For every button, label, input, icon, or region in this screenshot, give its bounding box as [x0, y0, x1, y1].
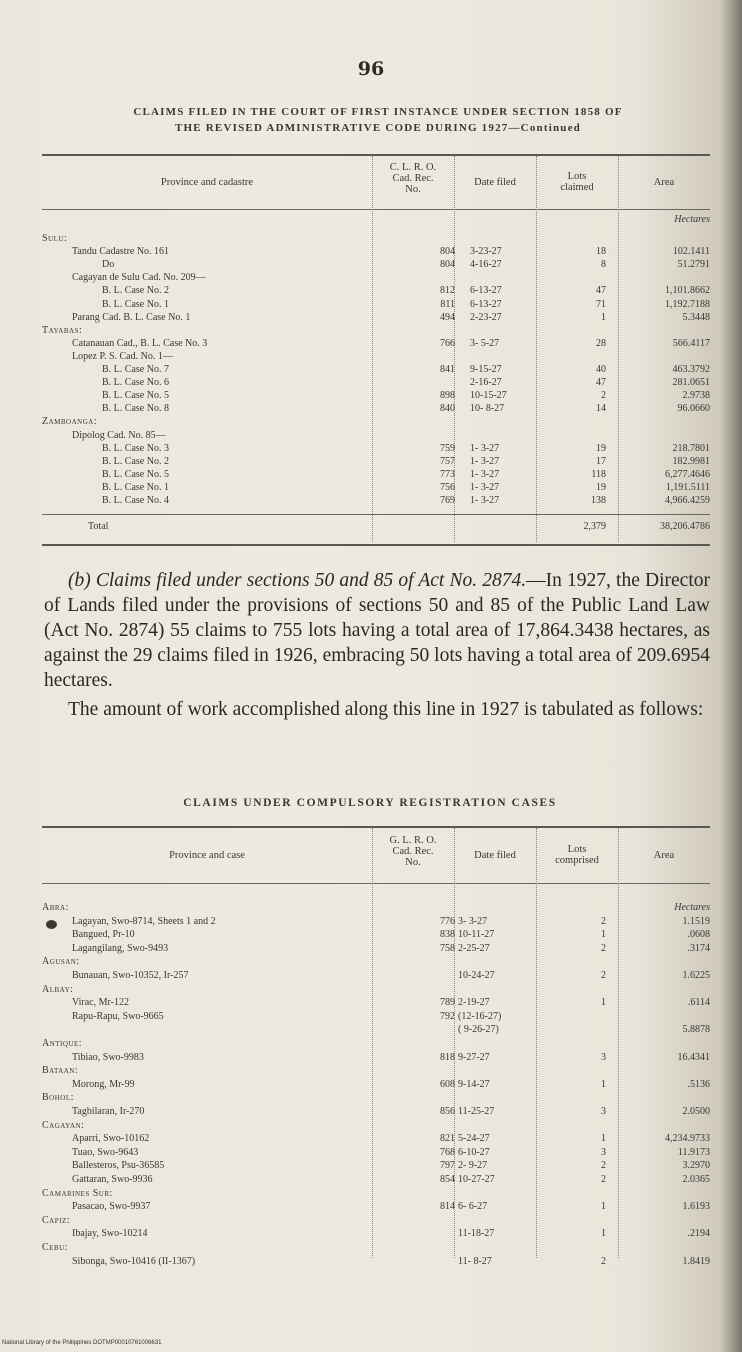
table1-row-lots: 19 — [596, 442, 606, 454]
table2-table-row — [42, 970, 710, 981]
table1-row-glro: 898 — [440, 390, 455, 402]
table2-header-glro: G. L. R. O. Cad. Rec. No. — [389, 835, 437, 868]
table2-row-area: 11.9173 — [677, 1146, 710, 1158]
table1-row-lots: 28 — [596, 337, 606, 349]
table1-row-name: B. L. Case No. 2 — [102, 455, 169, 467]
table2-row-area: .3174 — [687, 942, 710, 954]
table2-row-glro: 792 — [440, 1010, 455, 1022]
table1-row-name: Tandu Cadastre No. 161 — [72, 246, 170, 258]
table1-row-lots: 1 — [601, 311, 606, 323]
table1-units-row: Hectares — [674, 214, 710, 225]
table2-row-glro: 818 — [440, 1051, 455, 1063]
page-number: 96 — [357, 58, 385, 80]
table1-row-glro: 766 — [440, 337, 455, 349]
table1-row-name: Parang Cad. B. L. Case No. 1 — [72, 311, 191, 323]
table2-table-row — [42, 929, 710, 940]
table2-row-glro: 758 — [440, 942, 455, 954]
table2-row-area: .6114 — [687, 997, 710, 1009]
table2-row-area: 2.0365 — [682, 1174, 710, 1185]
table1-table-row — [42, 390, 710, 401]
table1-row-name: B. L. Case No. 5 — [102, 390, 169, 402]
table2-row-name: Antique: — [42, 1038, 83, 1049]
table1-bottom-rule — [42, 544, 710, 546]
table1-row-name: Tayabas: — [42, 324, 83, 336]
table1-table-row — [42, 312, 710, 323]
table1-row-area: 1,191.5111 — [665, 481, 710, 493]
table2-row-glro: 608 — [440, 1078, 455, 1090]
table2-row-glro: 838 — [440, 929, 455, 941]
table1-row-lots: 40 — [596, 364, 606, 375]
table2-row-glro: 821 — [440, 1133, 455, 1145]
table1-row-date: 2-16-27 — [470, 377, 502, 389]
table1-row-name: B. L. Case No. 7 — [102, 364, 169, 375]
table2-section-row — [42, 1242, 710, 1253]
table1-row-area: 182.9981 — [672, 455, 710, 467]
table2-row-name: Bohol: — [42, 1092, 74, 1104]
table2-row-date: 10-11-27 — [458, 929, 495, 941]
table2-row-name: Capiz: — [42, 1214, 71, 1226]
table1-row-area: 463.3792 — [672, 364, 710, 375]
table1-table-row — [42, 272, 710, 283]
table2-row-name: Morong, Mr-99 — [72, 1078, 135, 1090]
table2-row-area: 5.8878 — [682, 1024, 710, 1036]
table1-table-row — [42, 351, 710, 362]
table1-row-name: B. L. Case No. 4 — [102, 495, 169, 506]
table2-row-lots: 1 — [601, 929, 606, 941]
table2-units-row: Hectares — [674, 902, 710, 913]
table2-section-row — [42, 902, 710, 913]
table2-table-row — [42, 1133, 710, 1144]
table1-header-rule — [42, 209, 710, 210]
table1-caption-line1: CLAIMS FILED IN THE COURT OF FIRST INSTANCE UNDER SECTION 1858 OF — [133, 106, 623, 118]
table1-row-date: 6-13-27 — [470, 285, 502, 297]
table1-row-date: 3- 5-27 — [470, 337, 500, 349]
table2-row-date: 6- 6-27 — [458, 1201, 488, 1213]
table2-row-name: Tagbilaran, Ir-270 — [72, 1106, 145, 1117]
table2-row-date: 10-24-27 — [458, 970, 495, 981]
table1-row-area: 218.7801 — [672, 442, 710, 454]
table1-top-rule — [42, 154, 710, 156]
table1-row-date: 6-13-27 — [470, 298, 502, 310]
table2-row-area: 1.6193 — [682, 1201, 710, 1213]
table2-row-date: 2-19-27 — [458, 997, 490, 1009]
table2-row-name: Cebu: — [42, 1242, 68, 1253]
table1-row-lots: 8 — [601, 259, 606, 271]
table2-row-lots: 2 — [601, 942, 606, 954]
table1-row-area: 281.0651 — [672, 377, 710, 389]
table2-table-row — [42, 1079, 710, 1090]
table1-row-area: 1,192.7188 — [665, 298, 710, 310]
table2-row-date: 2-25-27 — [458, 942, 490, 954]
total-lots: 2,379 — [583, 521, 606, 532]
table1-row-lots: 138 — [591, 495, 606, 506]
table2-row-name: Bangued, Pr-10 — [72, 929, 135, 941]
table1-row-date: 9-15-27 — [470, 364, 502, 375]
table2-row-name: Sibonga, Swo-10416 (II-1367) — [72, 1255, 196, 1267]
table1-row-name: Catanauan Cad., B. L. Case No. 3 — [72, 337, 208, 349]
table1-row-date: 1- 3-27 — [470, 468, 500, 480]
table2-row-name: Rapu-Rapu, Swo-9665 — [72, 1010, 164, 1022]
table1-section-row — [42, 233, 710, 244]
table1-row-area: 102.1411 — [672, 246, 710, 258]
table2-row-name: Gattaran, Swo-9936 — [72, 1174, 153, 1185]
table2-section-row — [42, 984, 710, 995]
table2-table-row — [42, 1147, 710, 1158]
table2-row-area: .2194 — [687, 1228, 710, 1240]
table2-row-lots: 1 — [601, 1078, 606, 1090]
table1-total-rule — [42, 514, 710, 515]
table2-header-name: Province and case — [169, 850, 245, 861]
table1-row-name: Lopez P. S. Cad. No. 1— — [72, 350, 173, 362]
table1-caption — [38, 104, 718, 136]
table2-section-row — [42, 956, 710, 967]
table1-header-glro: C. L. R. O. Cad. Rec. No. — [389, 162, 437, 195]
table2-table-row — [42, 1024, 710, 1035]
table2-row-glro: 789 — [440, 997, 455, 1009]
table1-row-date: 3-23-27 — [470, 246, 502, 258]
table2-table-row — [42, 1052, 710, 1063]
table2-row-lots: 1 — [601, 1201, 606, 1213]
total-area: 38,206.4786 — [660, 521, 710, 532]
table1-section-row — [42, 325, 710, 336]
table1-row-area: 6,277.4646 — [665, 468, 710, 480]
table2-row-name: Pasacao, Swo-9937 — [72, 1201, 151, 1213]
table2-row-lots: 2 — [601, 1160, 606, 1172]
section-b-body: In 1927, the Director of Lands filed under the provisions of sections 50 and 85 of the Public Land Law (Act No. 2874) 55 claims to 755 lots having a total area of 17,864.3438 hectares, as against the 29 claims filed in 1926, embracing 50 lots having a total area of 209.6954 hectares. — [44, 570, 710, 691]
table1-row-area: 96.0660 — [677, 403, 710, 415]
table2-table-row — [42, 1256, 710, 1267]
table2-row-date: 9-27-27 — [458, 1051, 490, 1063]
table1-row-name: Sulu: — [42, 233, 68, 244]
section-b-heading: (b) Claims filed under sections 50 and 85 of Act No. 2874. — [68, 570, 527, 591]
table1-row-lots: 2 — [601, 390, 606, 402]
table1-table-row — [42, 495, 710, 506]
table2-row-area: 16.4341 — [677, 1051, 710, 1063]
table1-row-date: 10- 8-27 — [470, 403, 505, 415]
table1-row-lots: 47 — [596, 377, 606, 389]
table2-row-date: ( 9-26-27) — [458, 1024, 499, 1036]
table1-caption-line2: THE REVISED ADMINISTRATIVE CODE DURING 1927—Continued — [175, 122, 581, 134]
table2-row-name: Ballesteros, Psu-36585 — [72, 1160, 165, 1172]
table2-section-row — [42, 1038, 710, 1049]
table2-row-lots: 2 — [601, 1174, 606, 1185]
table1-header-name: Province and cadastre — [160, 177, 254, 188]
table1-row-glro: 811 — [440, 298, 455, 310]
table1-row-glro: 841 — [440, 364, 455, 375]
table1-row-lots: 47 — [596, 285, 606, 297]
table1-row-glro: 494 — [440, 311, 455, 323]
table2-row-glro: 768 — [440, 1146, 455, 1158]
table2-header-area: Area — [653, 850, 675, 861]
table2-row-name: Abra: — [42, 902, 69, 913]
table2-row-name: Albay: — [42, 983, 74, 995]
table1-row-date: 1- 3-27 — [470, 481, 500, 493]
table2-row-date: 6-10-27 — [458, 1146, 490, 1158]
table1-table-row — [42, 299, 710, 310]
table1-total-row — [42, 521, 710, 532]
table1-row-date: 1- 3-27 — [470, 442, 500, 454]
table1-row-name: Dipolog Cad. No. 85— — [72, 429, 166, 441]
table1-row-name: Zamboanga: — [42, 416, 98, 428]
table1-row-area: 1,101.8662 — [665, 285, 710, 297]
table2-row-name: Bunauan, Swo-10352, Ir-257 — [72, 970, 189, 981]
table2-row-name: Lagangilang, Swo-9493 — [72, 942, 169, 954]
table2-row-lots: 1 — [601, 1228, 606, 1240]
table2-row-name: Tuao, Swo-9643 — [72, 1146, 139, 1158]
table2-row-area: 2.0500 — [682, 1106, 710, 1117]
library-footer: National Library of the Philippines DOTMP00010761006631 — [2, 1340, 162, 1346]
table1-row-glro: 756 — [440, 481, 455, 493]
table2-row-name: Ibajay, Swo-10214 — [72, 1228, 148, 1240]
table1-table-row — [42, 259, 710, 270]
table1-row-lots: 19 — [596, 481, 606, 493]
table1-row-glro: 804 — [440, 246, 455, 258]
table2-row-date: 11- 8-27 — [458, 1255, 492, 1267]
table1-row-glro: 804 — [440, 259, 455, 271]
table1-table-row — [42, 377, 710, 388]
table2-table-row — [42, 1228, 710, 1239]
table2-row-name: Camarines Sur: — [42, 1187, 113, 1199]
table2-header-date: Date filed — [474, 850, 516, 861]
table2-table-row — [42, 943, 710, 954]
table2-row-area: 4,234.9733 — [665, 1133, 710, 1145]
table1-table-row — [42, 456, 710, 467]
table2-section-row — [42, 1065, 710, 1076]
table1-row-date: 1- 3-27 — [470, 495, 500, 506]
table1-table-row — [42, 285, 710, 296]
table1-row-glro: 759 — [440, 442, 455, 454]
table2-row-name: Aparri, Swo-10162 — [72, 1133, 150, 1145]
table1-row-area: 566.4117 — [672, 337, 710, 349]
table2-section-row — [42, 1120, 710, 1131]
table1-table-row — [42, 246, 710, 257]
table1-row-area: 4,966.4259 — [665, 495, 710, 506]
table1-row-date: 1- 3-27 — [470, 455, 500, 467]
table2-row-date: 5-24-27 — [458, 1133, 490, 1145]
table1-header-area: Area — [653, 177, 675, 188]
table1-row-area: 2.9738 — [682, 390, 710, 402]
table2-row-lots: 3 — [601, 1146, 606, 1158]
table1-row-lots: 14 — [596, 403, 606, 415]
table2-row-name: Bataan: — [42, 1065, 79, 1077]
table1-row-lots: 18 — [596, 246, 606, 258]
table2-header-rule — [42, 883, 710, 884]
table1-table-row — [42, 338, 710, 349]
table2-row-name: Tibiao, Swo-9983 — [72, 1051, 144, 1063]
table2-section-row — [42, 1188, 710, 1199]
table1-row-date: 4-16-27 — [470, 259, 502, 271]
table2-row-glro: 776 — [440, 915, 455, 927]
table1-header-lots: Lots claimed — [560, 171, 594, 193]
table2-row-name: Lagayan, Swo-8714, Sheets 1 and 2 — [72, 915, 216, 927]
table2-row-lots: 2 — [601, 1255, 606, 1267]
table1-section-row — [42, 416, 710, 427]
table2-table-row — [42, 1011, 710, 1022]
table1-row-glro: 769 — [440, 495, 455, 506]
table1-row-name: B. L. Case No. 1 — [102, 298, 169, 310]
table2-row-date: 11-18-27 — [458, 1228, 495, 1240]
table1-row-date: 10-15-27 — [470, 390, 507, 402]
table1-table-row — [42, 482, 710, 493]
table2-row-glro: 854 — [440, 1174, 455, 1185]
table2-row-lots: 3 — [601, 1106, 606, 1117]
table2-table-row — [42, 1174, 710, 1185]
table2-top-rule — [42, 826, 710, 828]
table2-row-lots: 1 — [601, 1133, 606, 1145]
table1-row-glro: 773 — [440, 468, 455, 480]
table2-table-row — [42, 916, 710, 927]
table2-row-area: 3.2970 — [682, 1160, 710, 1172]
table1-row-glro: 840 — [440, 403, 455, 415]
table2-row-lots: 2 — [601, 915, 606, 927]
table1-row-lots: 71 — [596, 298, 606, 310]
table2-table-row — [42, 997, 710, 1008]
table2-row-date: (12-16-27) — [458, 1010, 502, 1022]
table1-row-name: B. L. Case No. 6 — [102, 377, 169, 389]
total-label: Total — [88, 521, 109, 532]
table1-table-row — [42, 364, 710, 375]
table2-row-area: .5136 — [687, 1078, 710, 1090]
table2-table-row — [42, 1201, 710, 1212]
table2-row-area: 1.6225 — [682, 970, 710, 981]
table1-row-name: B. L. Case No. 8 — [102, 403, 169, 415]
table2-row-name: Virac, Mr-122 — [72, 997, 129, 1009]
table2-row-glro: 797 — [440, 1160, 455, 1172]
paragraph-intro-table2: The amount of work accomplished along this line in 1927 is tabulated as follows: — [68, 699, 704, 720]
bullet-mark-icon — [46, 920, 57, 929]
table1-table-row — [42, 469, 710, 480]
table1-row-name: B. L. Case No. 1 — [102, 481, 169, 493]
table2-row-date: 9-14-27 — [458, 1078, 490, 1090]
table2-section-row — [42, 1092, 710, 1103]
table2-row-lots: 3 — [601, 1051, 606, 1063]
table2-row-name: Agusan: — [42, 956, 80, 968]
table1-header-date: Date filed — [474, 177, 516, 188]
table1-row-area: 51.2791 — [677, 259, 710, 271]
table1-table-row — [42, 403, 710, 414]
table2-row-area: .0608 — [687, 929, 710, 941]
table1-row-lots: 118 — [591, 468, 606, 480]
table2-caption: CLAIMS UNDER COMPULSORY REGISTRATION CASES — [183, 797, 557, 809]
table1-row-glro: 757 — [440, 455, 455, 467]
table1-row-name: Cagayan de Sulu Cad. No. 209— — [72, 272, 206, 284]
table2-row-name: Cagayan: — [42, 1119, 85, 1131]
table1-row-glro: 812 — [440, 285, 455, 297]
table2-row-date: 10-27-27 — [458, 1174, 495, 1185]
table1-row-name: B. L. Case No. 5 — [102, 468, 169, 480]
table2-table-row — [42, 1160, 710, 1171]
table2-row-date: 11-25-27 — [458, 1106, 495, 1117]
table2-row-glro: 814 — [440, 1201, 455, 1213]
table2-table-row — [42, 1106, 710, 1117]
table2-header-lots: Lots comprised — [555, 844, 599, 866]
table2-row-date: 2- 9-27 — [458, 1160, 488, 1172]
table1-table-row — [42, 443, 710, 454]
paragraph-section-b: (b) Claims filed under sections 50 and 85 of Act No. 2874.—In 1927, the Director of Lands filed under the provisions of sections 50 and 85 of the Public Land Law (Act No. 2874) 55 claims to 755 lots having a total area of 17,864.3438 hectares, as against the 29 claims filed in 1926, embracing 50 lots having a total area of 209.6954 hectares. The amount of work accomplished along this line in 1927 is tabulated as follows: — [44, 570, 710, 720]
table2-row-date: 3- 3-27 — [458, 915, 488, 927]
table1-row-date: 2-23-27 — [470, 311, 502, 323]
table1-row-area: 5.3448 — [682, 311, 710, 323]
table2-row-area: 1.1519 — [682, 915, 710, 927]
table2-row-lots: 1 — [601, 997, 606, 1009]
table1-table-row — [42, 430, 710, 441]
table1-row-name: B. L. Case No. 3 — [102, 442, 169, 454]
table1-row-name: B. L. Case No. 2 — [102, 285, 169, 297]
table1-row-name: Do — [102, 259, 115, 271]
table1-row-lots: 17 — [596, 455, 606, 467]
table2-section-row — [42, 1215, 710, 1226]
table2-row-lots: 2 — [601, 970, 606, 981]
table2-row-glro: 856 — [440, 1106, 455, 1117]
table2-row-area: 1.8419 — [682, 1255, 710, 1267]
